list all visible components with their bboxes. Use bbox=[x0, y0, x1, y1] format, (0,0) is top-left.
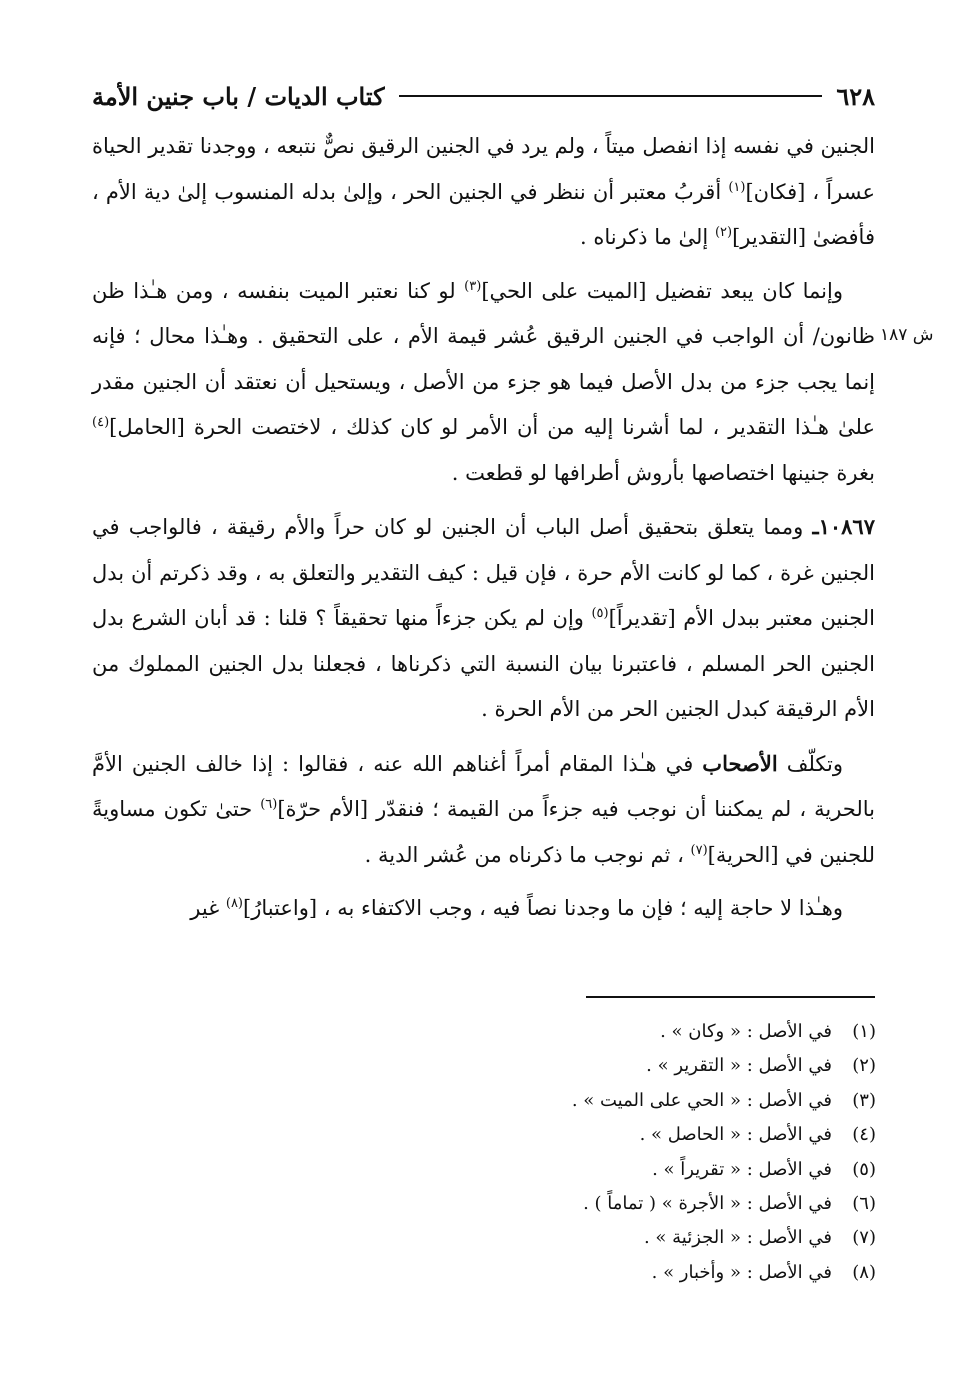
footnote-text: في الأصل : « التقرير » . bbox=[646, 1055, 832, 1077]
footnote-ref: (٢) bbox=[714, 225, 733, 240]
footnote-separator bbox=[586, 996, 875, 998]
text-run: ومما يتعلق بتحقيق أصل الباب أن الجنين لو كان حراً والأم رقيقة ، فالواجب في الجنين غرة ، كما لو كانت الأم حرة ، فإن قيل : كيف التقدير والتعلق به ، وقد ذكرتم أن بدل الجنين معتبر ببدل الأم [تقديراً] bbox=[92, 515, 875, 630]
text-run: الجنين في نفسه إذا انفصل ميتاً ، ولم يرد في الجنين الرقيق نصٌّ نتبعه ، ووجدنا تقدير الحياة عسراً ، [فكان] bbox=[92, 134, 875, 204]
paragraph-5 bbox=[92, 886, 875, 932]
text-run: حتىٰ تكون مساويةً للجنين في [الحرية] bbox=[92, 797, 875, 867]
footnote-ref: (٤) bbox=[92, 415, 110, 430]
footnote-ref: (٧) bbox=[690, 842, 708, 858]
footnote-number: (١) bbox=[852, 1021, 876, 1042]
margin-folio-note: ش ١٨٧ bbox=[880, 325, 934, 345]
footnote-text: في الأصل : « الجزئية » . bbox=[643, 1227, 832, 1249]
footnote-number: (٤) bbox=[852, 1124, 876, 1146]
footnote-number: (٦) bbox=[852, 1193, 876, 1215]
footnote-number: (٧) bbox=[852, 1227, 876, 1249]
text-run: لو كنا نعتبر الميت بنفسه ، ومن هـٰذا ظن ظانون/ أن الواجب في الجنين الرقيق عُشر قيمة الأم ، على التحقيق . وهـٰذا محال ؛ فإنه إنما يجب جزء من بدل الأصل فيما هو جزء من الأصل ، ويستحيل أن نعتقد أن الجنين مقدر علىٰ هـٰذا التقدير ، لما أشرنا إليه من أن الأمر لو كان كذلك ، لاختصت الحرة [الحامل] bbox=[92, 278, 875, 439]
header-rule bbox=[399, 95, 823, 97]
text-run: وتكلّف bbox=[777, 751, 844, 776]
footnote-number: (٣) bbox=[852, 1089, 876, 1111]
text-run: إلىٰ ما ذكرناه . bbox=[580, 225, 715, 249]
footnote bbox=[376, 1221, 876, 1255]
footnote-ref: (٦) bbox=[260, 797, 278, 812]
footnote-ref: (٣) bbox=[464, 278, 482, 294]
footnote-text: في الأصل : « الأجرة » ( تماماً ) . bbox=[583, 1193, 832, 1215]
text-run: وإنما كان يبعد تفضيل [الميت على الحي] bbox=[481, 278, 843, 303]
footnote-text: في الأصل : « الحي على الميت » . bbox=[571, 1089, 832, 1111]
footnote-number: (٢) bbox=[852, 1055, 876, 1077]
footnote-ref: (٥) bbox=[591, 606, 609, 621]
text-run: غير bbox=[190, 896, 226, 920]
page-number: ٦٢٨ bbox=[836, 81, 875, 111]
footnote-text: في الأصل : « الحاصل » . bbox=[639, 1124, 832, 1146]
footnote-text: في الأصل : « وكان » . bbox=[660, 1021, 832, 1042]
paragraph-3 bbox=[92, 504, 875, 733]
footnote bbox=[376, 1015, 876, 1049]
footnote bbox=[376, 1256, 876, 1290]
paragraph-4 bbox=[92, 741, 875, 879]
footnote-ref: (٨) bbox=[225, 896, 243, 911]
footnote bbox=[376, 1084, 876, 1118]
section-number: ١٠٨٦٧ـ bbox=[812, 514, 875, 539]
text-run: أقربُ معتبر أن ننظر في الجنين الحر ، وإلىٰ بدله المنسوب إلىٰ دية الأم ، فأفضىٰ [التقدير] bbox=[92, 179, 875, 249]
paragraph-2 bbox=[92, 269, 875, 497]
text-run: ، ثم نوجب ما ذكرناه من عُشر الدية . bbox=[364, 842, 691, 867]
footnote-ref: (١) bbox=[728, 179, 746, 195]
footnote-text: في الأصل : « تقريراً » . bbox=[652, 1158, 832, 1180]
text-run: في هـٰذا المقام أمراً أغناهم الله عنه ، فقالوا : إذا خالف الجنين الأمَّ بالحرية ، لم يمكننا أن نوجب فيه جزءاً من القيمة ؛ فنقدّر [الأم حرّة] bbox=[92, 751, 876, 821]
footnote bbox=[376, 1153, 876, 1187]
text-run: بغرة جنينها اختصاصها بأروش أطرافها لو قطعت . bbox=[451, 460, 875, 485]
text-run: وإن لم يكن جزءاً منها تحقيقاً ؟ قلنا : قد أبان الشرع بدل الجنين الحر المسلم ، فاعتبرنا بيان النسبة التي ذكرناها ، فجعلنا بدل الجنين المملوك من الأم الرقيقة كبدل الجنين الحر من الأم الحرة . bbox=[92, 606, 875, 721]
running-title: كتاب الديات / باب جنين الأمة bbox=[92, 81, 385, 111]
footnote-number: (٨) bbox=[852, 1261, 876, 1283]
paragraph-1 bbox=[92, 124, 875, 261]
text-run: وهـٰذا لا حاجة إليه ؛ فإن ما وجدنا نصاً فيه ، وجب الاكتفاء به ، [واعتبارُ] bbox=[243, 896, 843, 920]
footnote bbox=[376, 1187, 876, 1221]
page-header bbox=[92, 76, 875, 116]
bold-term: الأصحاب bbox=[702, 750, 778, 776]
footnote bbox=[376, 1049, 876, 1083]
footnote bbox=[376, 1118, 876, 1152]
footnote-text: في الأصل : « وأخبار » . bbox=[651, 1261, 832, 1283]
footnotes-list bbox=[376, 1015, 876, 1290]
footnote-number: (٥) bbox=[852, 1158, 876, 1180]
body-text bbox=[92, 124, 875, 940]
